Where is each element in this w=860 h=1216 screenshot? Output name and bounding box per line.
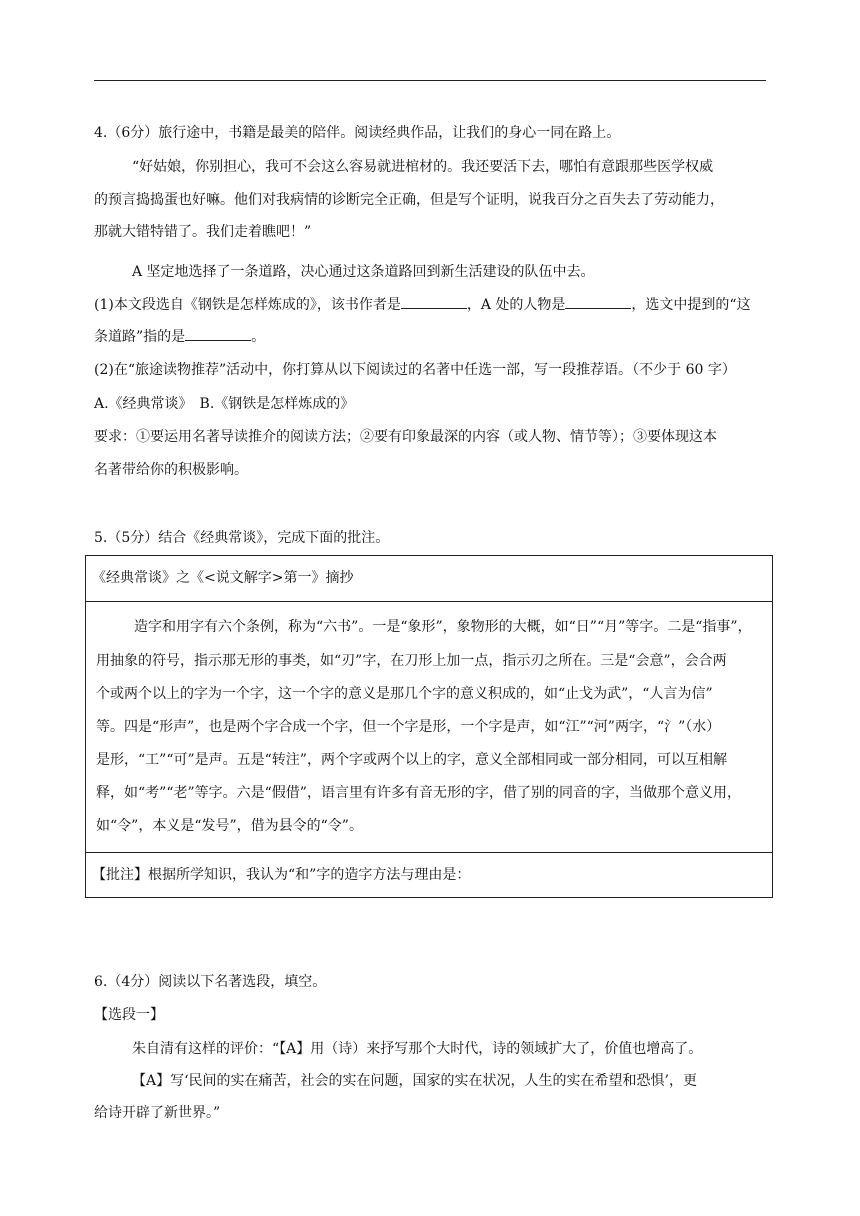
sub1-text-b: ，A 处的人物是: [466, 297, 566, 313]
quote-line-2: 的预言捣捣蛋也好嘛。他们对我病情的诊断完全正确，但是写个证明，说我百分之百失去了劳动能力，: [94, 192, 724, 208]
sub1-text-a: (1)本文段选自《钢铁是怎样炼成的》，该书作者是: [94, 297, 401, 313]
excerpt-table: [85, 555, 773, 898]
body-line-2: 用抽象的符号，指示那无形的事类，如“刃”字，在刀形上加一点，指示刃之所在。三是“会意”，会合两: [96, 653, 727, 669]
excerpt-line-1: 朱自清有这样的评价：“【A】用（诗）来抒写那个大时代，诗的领域扩大了，价值也增高了。: [132, 1041, 703, 1057]
annotation-row[interactable]: [86, 853, 772, 897]
sub1-text-d: 条道路”指的是: [94, 329, 186, 345]
excerpt-line-2: 【A】写‘民间的实在痛苦，社会的实在问题，国家的实在状况，人生的实在希望和恐惧’，更: [132, 1073, 698, 1089]
answer-blank-author[interactable]: [401, 294, 467, 309]
sub-question-2: (2)在“旅途读物推荐”活动中，你打算从以下阅读过的名著中任选一部，写一段推荐语。（不少于 60 字）: [94, 362, 736, 378]
sub1-text-c: ，选文中提到的“这: [631, 297, 751, 313]
body-line-1: 造字和用字有六个条例，称为“六书”。一是“象形”，象物形的大概，如“日”“月”等字。二是“指事”，: [134, 619, 752, 635]
requirement-line-2: 名著带给你的积极影响。: [94, 462, 248, 478]
excerpt-line-3: 给诗开辟了新世界。”: [94, 1105, 221, 1121]
sub-question-1-cont: [94, 326, 265, 347]
sub1-text-e: 。: [251, 329, 266, 345]
question-4-title: 4.（6分）旅行途中，书籍是最美的陪伴。阅读经典作品，让我们的身心一同在路上。: [94, 125, 621, 141]
answer-blank-road[interactable]: [185, 326, 251, 341]
quote-line-3: 那就大错特错了。我们走着瞧吧！”: [94, 224, 312, 240]
table-body-row: [86, 602, 772, 853]
body-line-5: 是形，“工”“可”是声。五是“转注”，两个字或两个以上的字，意义全部相同或一部分相同，可以互相解: [96, 752, 727, 768]
body-line-4: 等。四是“形声”，也是两个字合成一个字，但一个字是形，一个字是声，如“江”“河”两字，“氵”（水）: [96, 719, 721, 735]
header-rule: [94, 80, 766, 81]
question-6-title: 6.（4分）阅读以下名著选段，填空。: [94, 974, 327, 990]
body-line-3: 个或两个以上的字为一个字，这一个字的意义是那几个字的意义积成的，如“止戈为武”，“人言为信”: [96, 686, 713, 702]
question-5-title: 5.（5分）结合《经典常谈》，完成下面的批注。: [94, 530, 390, 546]
body-line-7: 如“令”，本义是“发号”，借为县令的“令”。: [96, 818, 363, 834]
section-label: 【选段一】: [94, 1007, 164, 1023]
requirement-line-1: 要求：①要运用名著导读推介的阅读方法；②要有印象最深的内容（或人物、情节等）；③要体现这本: [94, 429, 717, 445]
table-header-row: [86, 556, 772, 602]
quote-line-4: A 坚定地选择了一条道路，决心通过这条道路回到新生活建设的队伍中去。: [132, 264, 595, 280]
body-line-6: 释，如“考”“老”等字。六是“假借”，语言里有许多有音无形的字，借了别的同音的字，当做那个意义用，: [96, 785, 741, 801]
sub-question-1: [94, 294, 751, 315]
book-options: A.《经典常谈》 B.《钢铁是怎样炼成的》: [94, 396, 355, 412]
table-header: 《经典常谈》之《<说文解字>第一》摘抄: [92, 570, 354, 586]
quote-line-1: “好姑娘，你别担心，我可不会这么容易就进棺材的。我还要活下去，哪怕有意跟那些医学权威: [132, 159, 714, 175]
answer-blank-person[interactable]: [565, 294, 631, 309]
annotation-prompt: 【批注】根据所学知识，我认为“和”字的造字方法与理由是：: [92, 867, 471, 883]
